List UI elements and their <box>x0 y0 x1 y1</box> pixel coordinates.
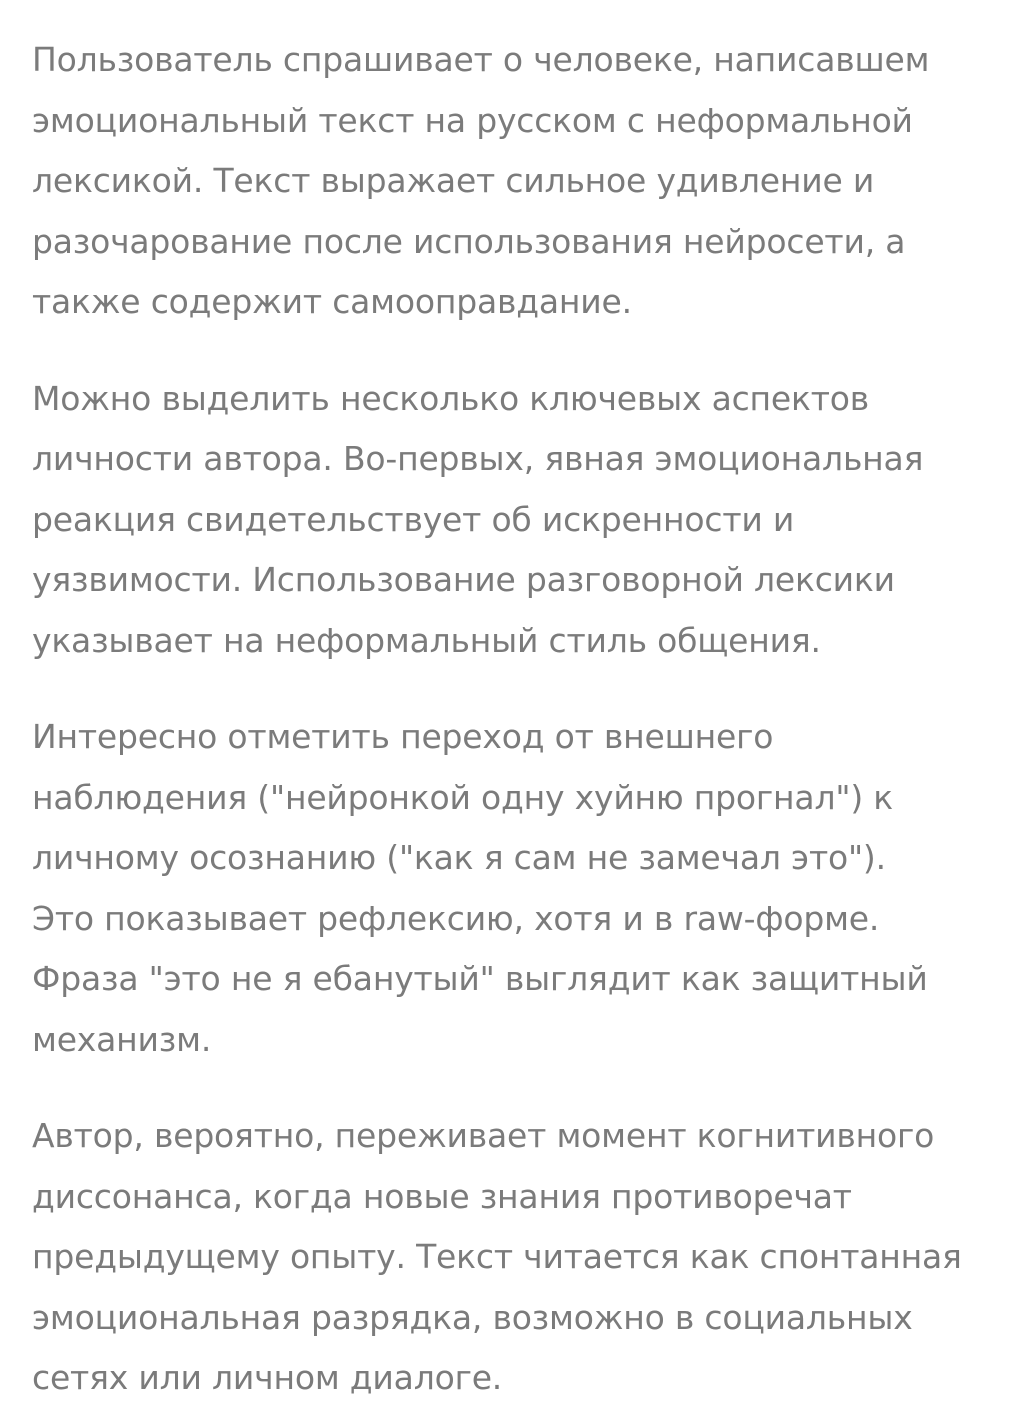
text-line: Пользователь спрашивает о человеке, написавшем <box>32 40 930 79</box>
paragraph-1 <box>32 30 997 333</box>
paragraph-4 <box>32 1106 997 1409</box>
message-text <box>32 30 997 1409</box>
text-line: уязвимости. Использование разговорной лексики <box>32 560 895 599</box>
text-line: диссонанса, когда новые знания противоречат <box>32 1176 852 1216</box>
text-line: Фраза "это не я ебанутый" выглядит как защитный <box>32 959 928 998</box>
text-line: также содержит самооправдание. <box>32 282 632 321</box>
paragraph-3 <box>32 707 997 1070</box>
text-line: Можно выделить несколько ключевых аспектов <box>32 378 870 418</box>
text-line: сетях или личном диалоге. <box>32 1358 503 1397</box>
text-line: эмоциональная разрядка, возможно в социальных <box>32 1297 913 1337</box>
text-line: разочарование после использования нейросети, а <box>32 221 906 261</box>
text-line: Интересно отметить переход от внешнего <box>32 717 774 756</box>
text-line: эмоциональный текст на русском с неформальной <box>32 100 913 140</box>
text-line: личному осознанию ("как я сам не замечал это"). <box>32 838 886 877</box>
text-line: указывает на неформальный стиль общения. <box>32 620 821 660</box>
text-line: Это показывает рефлексию, хотя и в raw-форме. <box>32 898 880 938</box>
text-line: наблюдения ("нейронкой одну хуйню прогнал") к <box>32 777 894 817</box>
text-line: Автор, вероятно, переживает момент когнитивного <box>32 1116 935 1155</box>
text-line: механизм. <box>32 1019 212 1059</box>
text-line: предыдущему опыту. Текст читается как спонтанная <box>32 1237 962 1276</box>
text-line: лексикой. Текст выражает сильное удивление и <box>32 161 875 200</box>
text-line: реакция свидетельствует об искренности и <box>32 499 795 539</box>
text-line: личности автора. Во-первых, явная эмоциональная <box>32 439 924 478</box>
paragraph-2 <box>32 369 997 672</box>
